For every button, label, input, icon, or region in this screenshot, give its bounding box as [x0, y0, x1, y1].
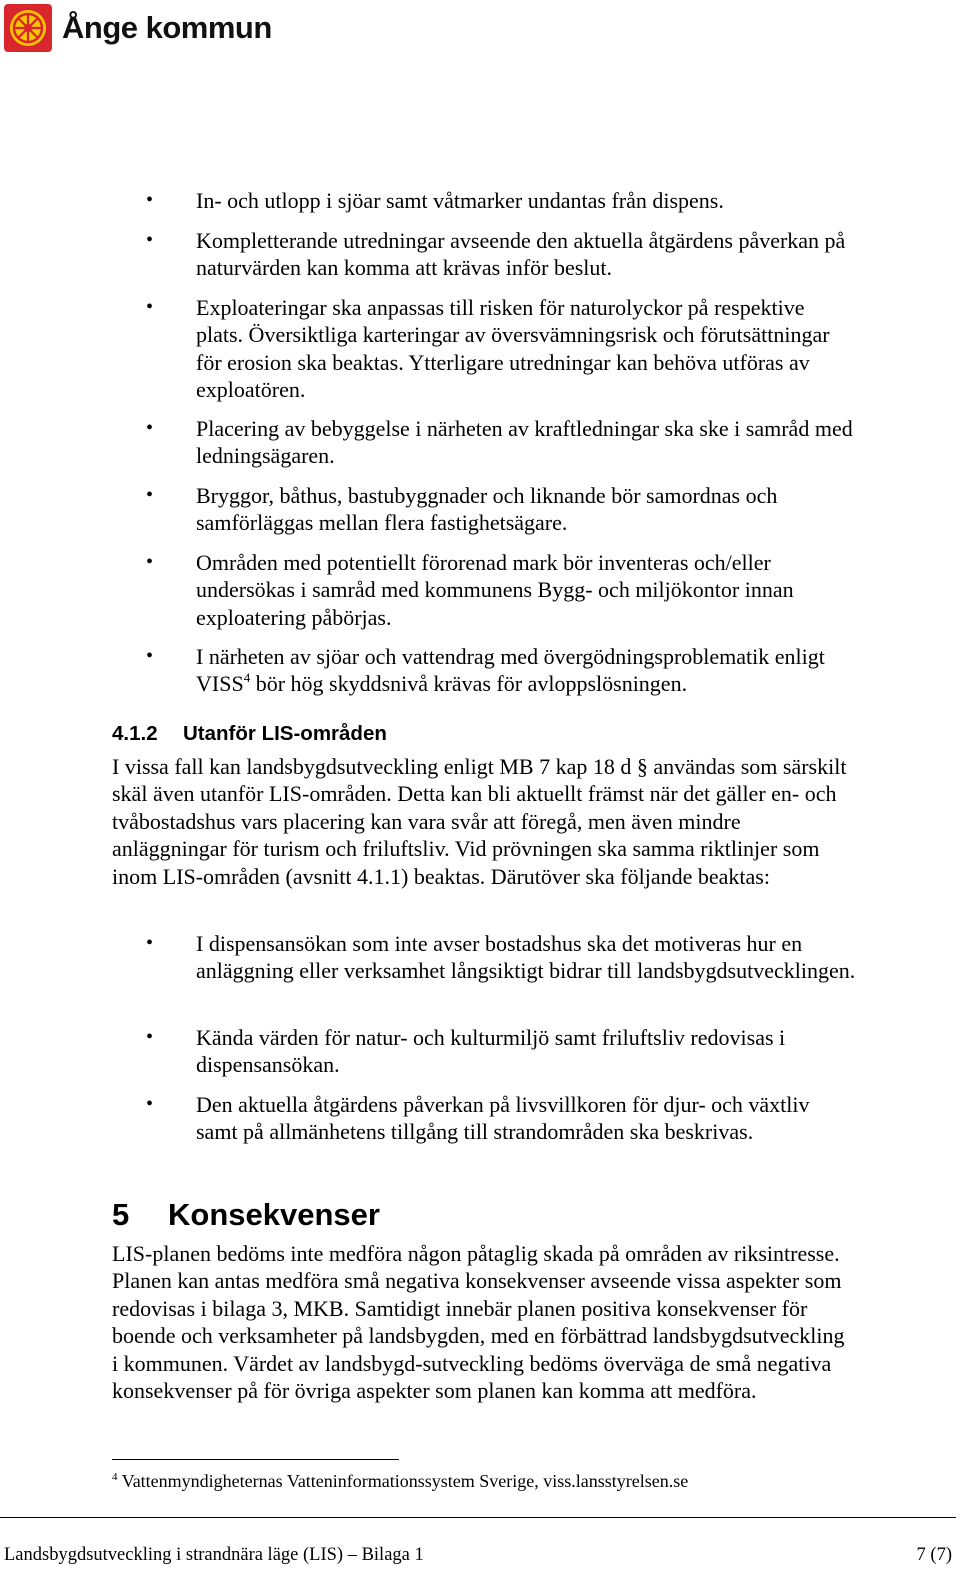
bullet-marker: •	[146, 484, 154, 506]
list-item-text	[196, 643, 856, 698]
list-item-text: Kända värden för natur- och kulturmiljö samt friluftsliv redovisas i dispensansökan.	[196, 1025, 786, 1078]
bullet-marker: •	[146, 296, 154, 318]
footnote-number: 4	[112, 1471, 118, 1483]
list-item-text-part: I närheten av sjöar och vattendrag med övergödningsproblematik enligt VISS	[196, 644, 825, 697]
footnote-reference[interactable]: 4	[243, 670, 251, 686]
bullet-marker: •	[146, 417, 154, 439]
chapter-heading	[112, 1197, 380, 1233]
section-heading	[112, 722, 387, 746]
list-item-text: Exploateringar ska anpassas till risken för naturolyckor på respektive plats. Översiktliga karteringar av översvämningsrisk och förutsättningar för erosion ska beaktas. Ytterligare utredningar kan behöva utföras av exploatören.	[196, 295, 830, 403]
page-number: 7 (7)	[916, 1545, 952, 1565]
bullet-marker: •	[146, 1093, 154, 1115]
chapter-number: 5	[112, 1197, 130, 1232]
sun-wheel-logo-icon	[4, 4, 52, 52]
header-logo	[4, 2, 272, 54]
list-item-text: Kompletterande utredningar avseende den aktuella åtgärdens påverkan på naturvärden kan komma att krävas inför beslut.	[196, 228, 846, 281]
bullet-marker: •	[146, 1026, 154, 1048]
bullet-marker: •	[146, 551, 154, 573]
bullet-marker: •	[146, 932, 154, 954]
section-title: Utanför LIS-områden	[183, 722, 387, 745]
footnote-text: Vattenmyndigheternas Vatteninformationssystem Sverige, viss.lansstyrelsen.se	[121, 1471, 689, 1491]
bullet-marker: •	[146, 229, 154, 251]
section-body: I vissa fall kan landsbygdsutveckling enligt MB 7 kap 18 d § användas som särskilt skäl även utanför LIS-områden. Detta kan bli aktuellt främst när det gäller en- och tvåbostadshus vars placering kan vara svår att föregå, men även mindre anläggningar för turism och friluftsliv. Vid prövningen ska samma riktlinjer som inom LIS-områden (avsnitt 4.1.1) beaktas. Därutöver ska följande beaktas:	[112, 754, 847, 889]
chapter-body: LIS-planen bedöms inte medföra någon påtaglig skada på områden av riksintresse. Planen kan antas medföra små negativa konsekvenser avseende vissa aspekter som redovisas i bilaga 3, MKB. Samtidigt innebär planen positiva konsekvenser för boende och verksamheter på landsbygden, med en förbättrad landsbygdsutveckling i kommunen. Värdet av landsbygd-sutveckling bedöms överväga de små negativa konsekvenser på för övriga aspekter som planen kan komma att medföra.	[112, 1241, 845, 1404]
section-number: 4.1.2	[112, 722, 158, 745]
brand-name: Ånge kommun	[62, 10, 272, 45]
list-item-text-part: bör hög skyddsnivå krävas för avloppslösningen.	[250, 671, 688, 697]
chapter-title: Konsekvenser	[168, 1197, 380, 1232]
list-item-text: In- och utlopp i sjöar samt våtmarker undantas från dispens.	[196, 188, 724, 213]
list-item-text: Bryggor, båthus, bastubyggnader och liknande bör samordnas och samförläggas mellan flera fastighetsägare.	[196, 483, 778, 536]
bullet-marker: •	[146, 189, 154, 211]
footer-divider	[0, 1517, 956, 1518]
footer-document-title: Landsbygdsutveckling i strandnära läge (LIS) – Bilaga 1	[4, 1545, 424, 1565]
footnote	[112, 1471, 688, 1492]
list-item-text: Placering av bebyggelse i närheten av kraftledningar ska ske i samråd med ledningsägaren.	[196, 416, 853, 469]
footnote-divider	[112, 1459, 399, 1460]
bullet-marker: •	[146, 645, 154, 667]
list-item-text: I dispensansökan som inte avser bostadshus ska det motiveras hur en anläggning eller verksamhet långsiktigt bidrar till landsbygdsutvecklingen.	[196, 931, 856, 984]
list-item-text: Den aktuella åtgärdens påverkan på livsvillkoren för djur- och växtliv samt på allmänhetens tillgång till strandområden ska beskrivas.	[196, 1092, 810, 1145]
list-item-text: Områden med potentiellt förorenad mark bör inventeras och/eller undersökas i samråd med kommunens Bygg- och miljökontor innan exploatering påbörjas.	[196, 550, 794, 630]
